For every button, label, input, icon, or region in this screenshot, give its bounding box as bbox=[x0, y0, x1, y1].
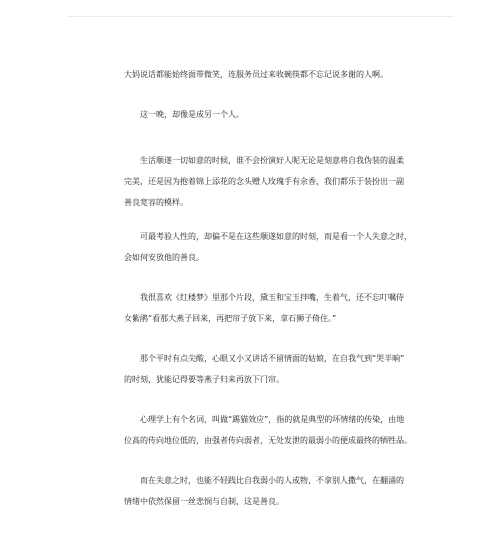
paragraph-line: 善良宽容的模样。 bbox=[124, 198, 188, 207]
paragraph-1 bbox=[124, 64, 414, 85]
paragraph-2 bbox=[124, 104, 414, 125]
paragraph-line: 完美，还是因为抱着锦上添花的念头赠人玫瑰手有余香，我们都乐于装扮出一副 bbox=[124, 177, 404, 186]
paragraph-line: 可最考验人性的，却偏不是在这些顺遂如意的时刻，而是看一个人失意之时， bbox=[140, 232, 412, 241]
paragraph-7 bbox=[124, 409, 414, 451]
paragraph-line: 而在失意之时，也能不轻践比自我弱小的人或物，不拿别人撒气，在翻涌的 bbox=[140, 476, 404, 485]
paragraph-line: 的时刻，犹能记得要等燕子归来再放下门帘。 bbox=[124, 375, 284, 384]
paragraph-8 bbox=[124, 470, 414, 512]
paragraph-4 bbox=[124, 226, 414, 268]
paragraph-line: 女紫鹃“看那大燕子回来，再把帘子放下来，拿石狮子倚住。” bbox=[124, 314, 337, 323]
paragraph-line: 这一晚，却像是成另一个人。 bbox=[140, 110, 244, 119]
paragraph-line: 大妈说话都能始终面带微笑，连服务员过来收碗筷都不忘记说多谢的人啊。 bbox=[124, 70, 388, 79]
paragraph-line: 我很喜欢《红楼梦》里那个片段，黛玉和宝玉拌嘴，生着气，还不忘叮嘱侍 bbox=[140, 293, 404, 302]
paragraph-5 bbox=[124, 287, 414, 329]
paragraph-line: 心理学上有个名词，叫做“踢猫效应”，指的就是典型的坏情绪的传染，由地 bbox=[140, 415, 405, 424]
paragraph-line: 会如何安放他的善良。 bbox=[124, 253, 204, 262]
paragraph-line: 生活顺遂一切如意的时候，谁不会扮演好人呢无论是刻意将自我伪装的温柔 bbox=[140, 156, 404, 165]
paragraph-line: 位高的传向地位低的，由强者传向弱者，无处发泄的最弱小的便成最终的牺牲品。 bbox=[124, 436, 412, 445]
paragraph-line: 情绪中依然保留一丝悲悯与自制，这是善良。 bbox=[124, 497, 284, 506]
paragraph-3 bbox=[124, 150, 414, 213]
paragraph-6 bbox=[124, 348, 414, 390]
paragraph-line: 那个平时有点尖酸，心眼又小又讲话不留情面的姑娘，在自我气到“哭半晌” bbox=[140, 354, 405, 363]
top-divider bbox=[68, 16, 454, 17]
